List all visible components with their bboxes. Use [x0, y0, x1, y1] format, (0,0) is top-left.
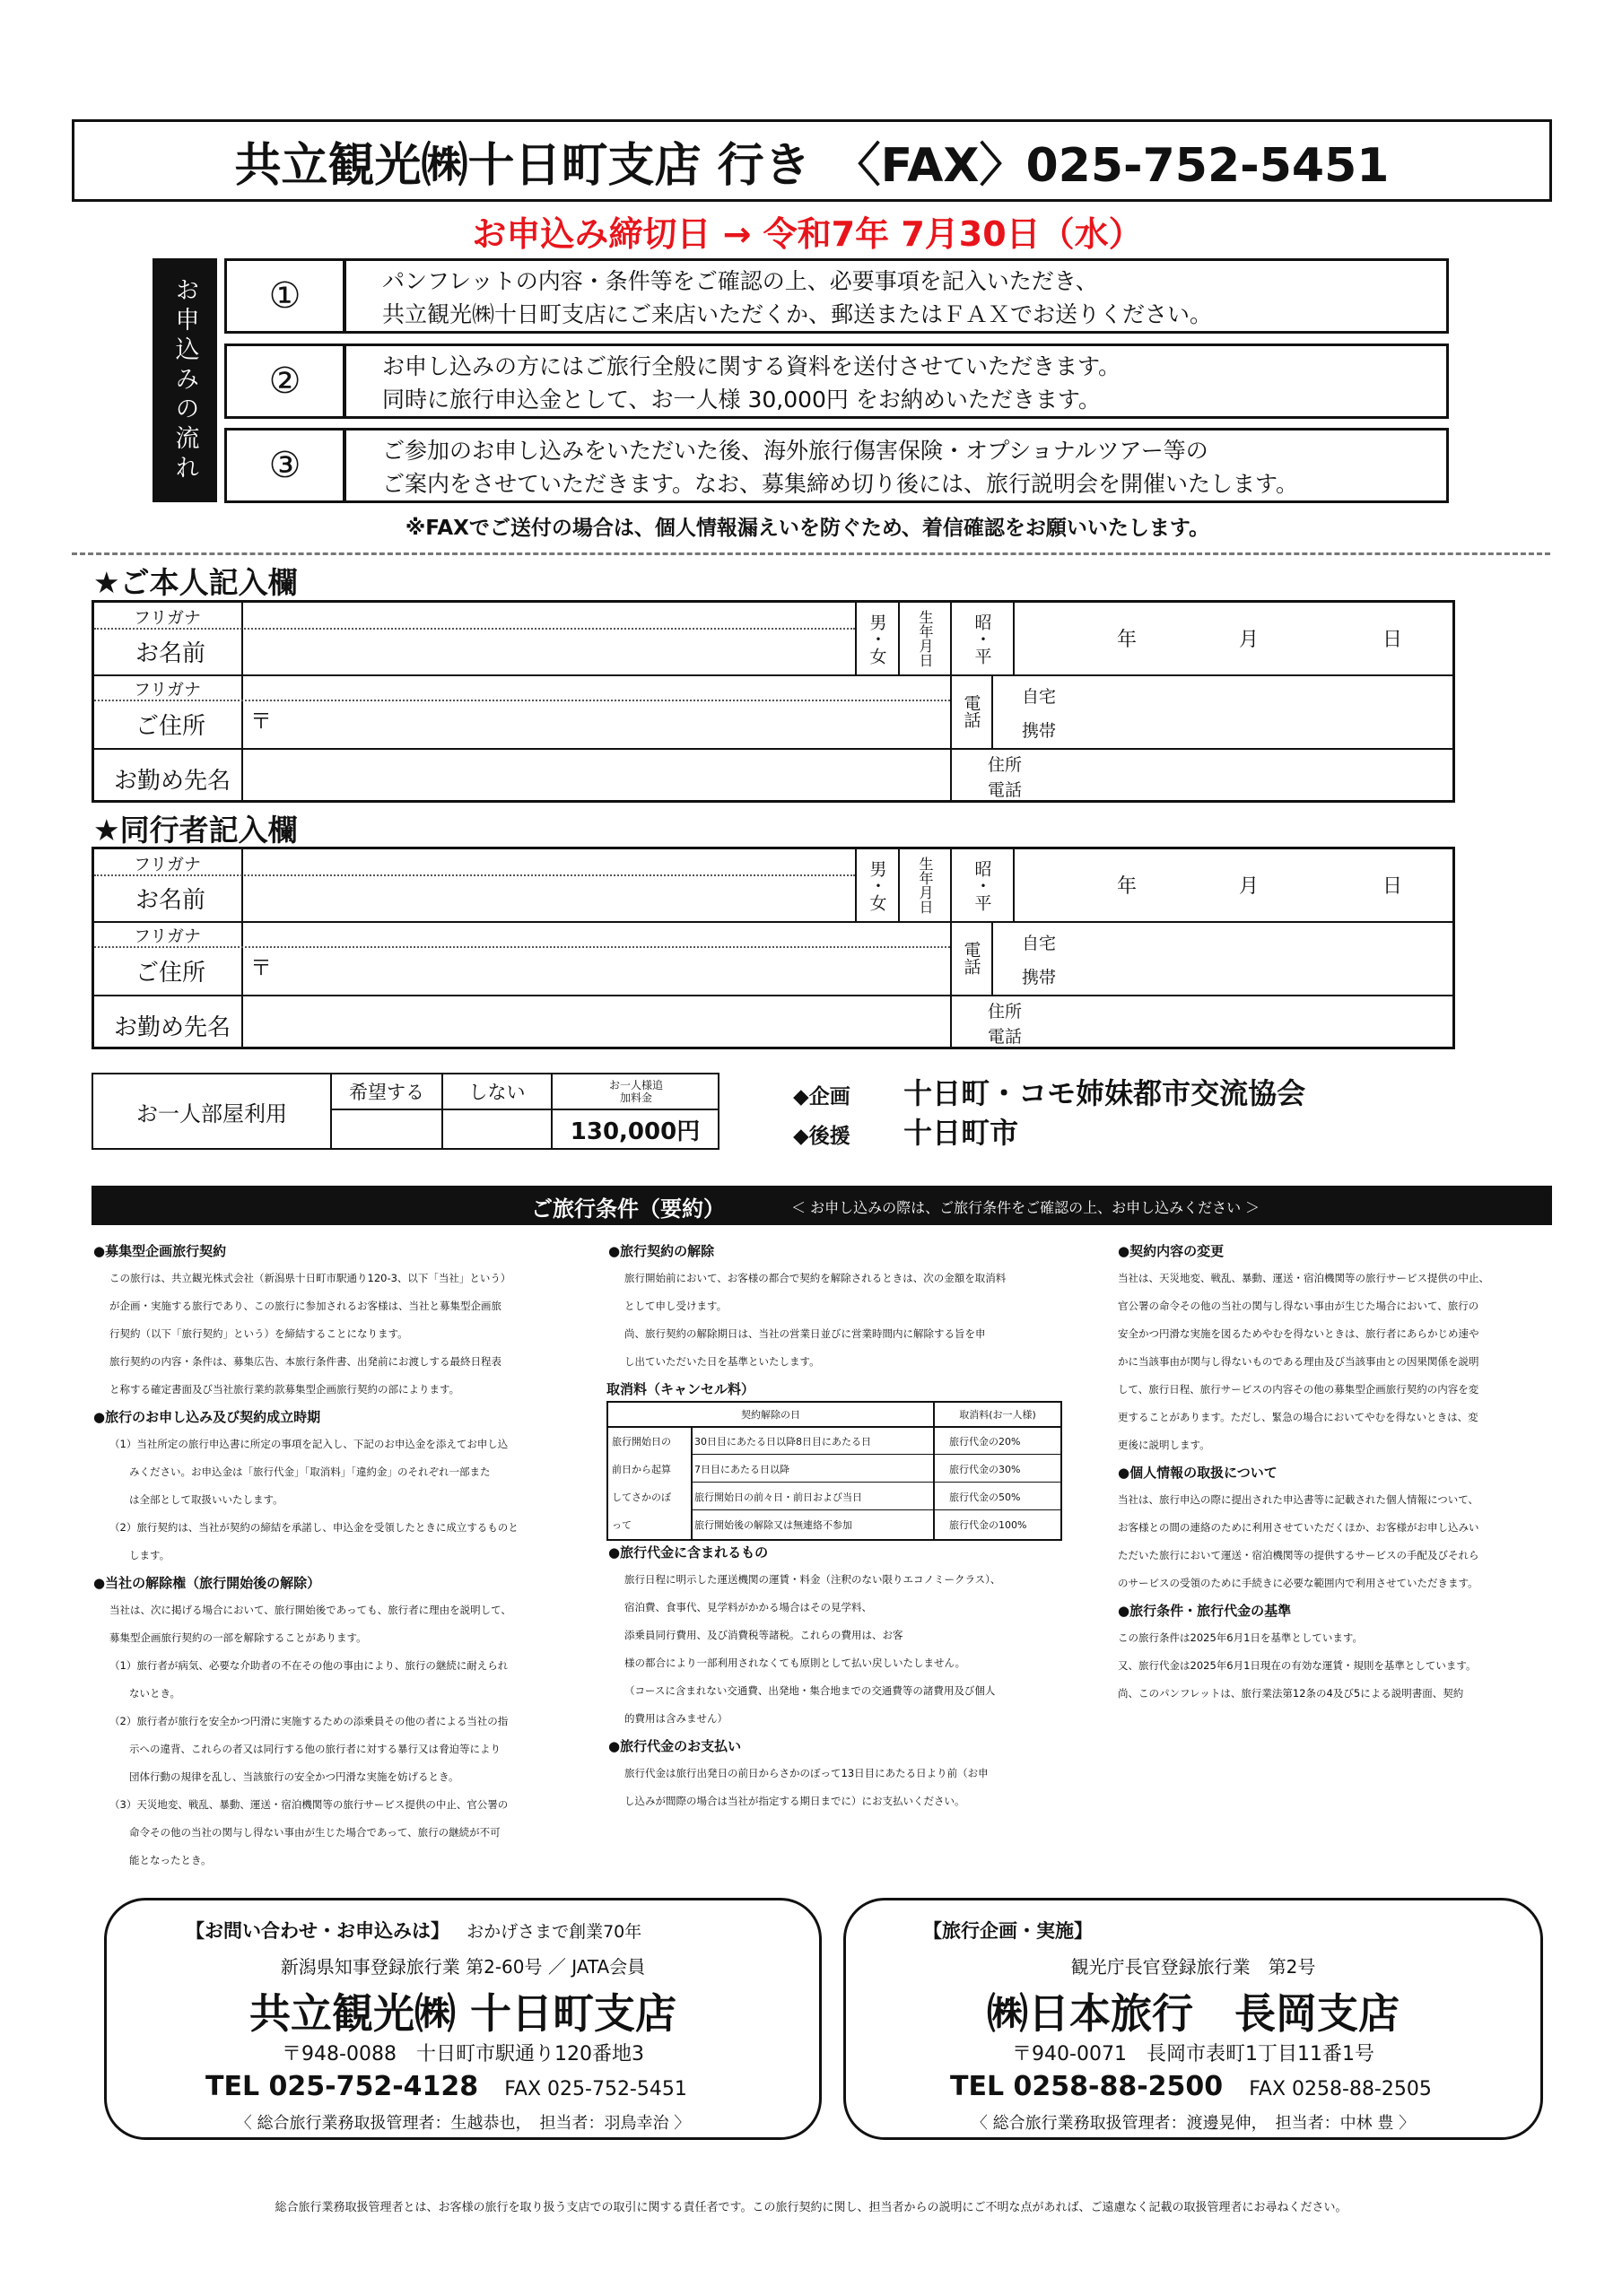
form-title-self: ★ご本人記入欄 — [93, 565, 298, 600]
step-text-1a: パンフレットの内容・条件等をご確認の上、必要事項を記入いただき、 — [382, 268, 1098, 294]
contact-license: 観光庁長官登録旅行業 第2号 — [1070, 1956, 1316, 1978]
work-address-label: 住所 — [988, 1002, 1023, 1022]
workplace-input[interactable] — [243, 996, 948, 1047]
birthdate-input[interactable] — [1015, 849, 1452, 921]
flow-label — [153, 258, 217, 502]
terms-paragraph: 的費用は含みません） — [624, 1712, 728, 1725]
terms-paragraph: 命令その他の当社の関与し得ない事由が生じた場合であって、旅行の継続が不可 — [129, 1826, 501, 1839]
footer-note: 総合旅行業務取扱管理者とは、お客様の旅行を取り扱う支店での取引に関する責任者です。この旅行契約に関し、担当者からの説明にご不明な点があれば、ご遠慮なく記載の取扱管理者にお尋ねください。 — [275, 2201, 1347, 2214]
day-label: 日 — [1382, 875, 1403, 898]
contact-tagline: おかげさまで創業70年 — [467, 1922, 642, 1942]
furigana-label: フリガナ — [134, 608, 202, 628]
separator-line — [72, 552, 1550, 555]
contact-heading: 【お問い合わせ・お申込みは】 — [186, 1920, 449, 1942]
year-label: 年 — [1117, 629, 1138, 651]
contact-address: 〒940-0071 長岡市表町1丁目11番1号 — [1012, 2043, 1374, 2066]
cancel-side-label: 旅行開始日の 前日から起算 してさかのぼ って — [612, 1436, 671, 1531]
terms-paragraph: のサービスの受領のために手続きに必要な範囲内で利用させていただきます。 — [1118, 1577, 1478, 1589]
contact-heading: 【旅行企画・実施】 — [923, 1920, 1093, 1942]
home-label: 自宅 — [1022, 687, 1057, 707]
cancel-head-left: 契約解除の日 — [741, 1409, 800, 1421]
workplace-label: お勤め先名 — [114, 1014, 231, 1041]
terms-paragraph: （1）旅行者が病気、必要な介助者の不在その他の事由により、旅行の継続に耐えられ — [109, 1659, 509, 1672]
step-text-1b: 共立観光㈱十日町支店にご来店いただくか、郵送またはＦＡＸでお送りください。 — [382, 301, 1213, 327]
contact-box-right — [843, 1898, 1543, 2140]
era-label: 昭・平 — [972, 613, 992, 665]
address-label: ご住所 — [135, 713, 206, 740]
want-checkbox[interactable] — [332, 1110, 441, 1148]
terms-paragraph: し出ていただいた日を基準といたします。 — [624, 1355, 820, 1368]
step-number-2: ② — [224, 344, 345, 419]
contact-tel: TEL 025-752-4128 — [205, 2071, 479, 2102]
terms-paragraph: 尚、このパンフレットは、旅行業法第12条の4及び5による説明書面、契約 — [1118, 1687, 1464, 1700]
organizer-support-role: ◆後援 — [793, 1125, 850, 1148]
work-phone-label: 電話 — [988, 780, 1023, 800]
step-text-2a: お申し込みの方にはご旅行全般に関する資料を送付させていただきます。 — [382, 353, 1121, 379]
workplace-label: お勤め先名 — [114, 768, 231, 795]
terms-paragraph: （2）旅行契約は、当社が契約の締結を承諾し、申込金を受領したときに成立するものと — [109, 1521, 519, 1534]
surcharge-value: 130,000円 — [570, 1118, 701, 1145]
era-label: 昭・平 — [972, 859, 992, 911]
single-room-table — [92, 1073, 719, 1150]
step-text-3b: ご案内をさせていただきます。なお、募集締め切り後には、旅行説明会を開催いたします。 — [382, 471, 1299, 497]
postal-mark: 〒 — [250, 709, 272, 734]
form-title-companion: ★同行者記入欄 — [93, 813, 298, 848]
contact-company: 共立観光㈱ 十日町支店 — [249, 1989, 676, 2038]
mobile-label: 携帯 — [1022, 968, 1057, 987]
terms-paragraph: 更後に説明します。 — [1118, 1439, 1210, 1451]
terms-paragraph: この旅行条件は2025年6月1日を基準としています。 — [1118, 1631, 1363, 1644]
birthdate-label: 生年月日 — [917, 857, 934, 914]
postal-mark: 〒 — [250, 955, 272, 980]
single-room-label: お一人部屋利用 — [136, 1100, 287, 1126]
gender-label: 男・女 — [867, 859, 887, 911]
header-title: 共立観光㈱十日町支店 行き 〈FAX〉025-752-5451 — [234, 138, 1390, 193]
gender-select[interactable] — [857, 849, 898, 921]
terms-band — [92, 1186, 1552, 1225]
terms-column-2 — [608, 1238, 1075, 1376]
address-label: ご住所 — [135, 960, 206, 987]
flow-step-3 — [224, 428, 1449, 503]
terms-heading: ●旅行契約の解除 — [608, 1243, 715, 1259]
terms-paragraph: （2）旅行者が旅行を安全かつ円滑に実施するための添乗員その他の者による当社の指 — [109, 1715, 509, 1727]
day-label: 日 — [1382, 629, 1403, 651]
furigana-label-2: フリガナ — [134, 680, 202, 700]
contact-address: 〒948-0088 十日町市駅通り120番地3 — [282, 2043, 644, 2066]
address-input[interactable] — [243, 948, 948, 993]
terms-paragraph: かに当該事由が関与し得ないものである理由及び当該事由との因果関係を説明 — [1118, 1355, 1479, 1368]
terms-paragraph: 団体行動の規律を乱し、当該旅行の安全かつ円滑な実施を妨げるとき。 — [129, 1770, 459, 1783]
work-address-label: 住所 — [988, 755, 1023, 775]
gender-select[interactable] — [857, 603, 898, 674]
no-label: しない — [468, 1082, 526, 1103]
name-input[interactable] — [243, 876, 853, 919]
phone-label: 電話 — [961, 941, 981, 975]
cancel-head-right: 取消料(お一人様) — [959, 1409, 1036, 1421]
name-input[interactable] — [243, 630, 853, 673]
terms-paragraph: 能となったとき。 — [129, 1854, 212, 1866]
terms-paragraph: ないとき。 — [129, 1687, 181, 1700]
month-label: 月 — [1239, 629, 1260, 651]
phone-label: 電話 — [961, 694, 981, 728]
terms-paragraph: 又、旅行代金は2025年6月1日現在の有効な運賃・規則を基準としています。 — [1118, 1659, 1477, 1672]
year-label: 年 — [1117, 875, 1138, 898]
organizer-support-name: 十日町市 — [903, 1116, 1019, 1150]
form-companion — [92, 847, 1455, 1049]
birthdate-input[interactable] — [1015, 603, 1452, 674]
work-phone-label: 電話 — [988, 1027, 1023, 1047]
terms-paragraph: この旅行は、共立観光株式会社（新潟県十日町市駅通り120-3、以下「当社」という） — [109, 1272, 511, 1284]
terms-paragraph: と称する確定書面及び当社旅行業約款募集型企画旅行契約の部によります。 — [109, 1383, 460, 1396]
terms-heading: ●旅行のお申し込み及び契約成立時期 — [93, 1409, 321, 1425]
terms-column-2b — [608, 1539, 1075, 1815]
terms-paragraph: 募集型企画旅行契約の一部を解除することがあります。 — [109, 1631, 367, 1644]
era-select[interactable] — [952, 603, 1013, 674]
terms-paragraph: 示への違背、これらの者又は同行する他の旅行者に対する暴行又は脅迫等により — [129, 1743, 501, 1755]
work-contact-input[interactable] — [952, 750, 1452, 800]
terms-paragraph: 宿泊費、食事代、見学料がかかる場合はその見学料、 — [624, 1601, 872, 1613]
terms-paragraph: して、旅行日程、旅行サービスの内容その他の募集型企画旅行契約の内容を変 — [1118, 1383, 1479, 1396]
cancel-row: 30日目にあたる日以降8日目にあたる日 旅行代金の20% 7日目にあたる日以降 旅行代金の30% 旅行開始日の前々日・前日および当日 旅行代金の50% 旅行開始後の解除又は無連絡不参加 旅行代金の100% — [694, 1436, 1027, 1531]
terms-heading: ●旅行代金のお支払い — [608, 1738, 742, 1754]
terms-paragraph: します。 — [129, 1549, 170, 1561]
surcharge-label: お一人様追加料金 — [608, 1079, 663, 1104]
terms-paragraph: 旅行契約の内容・条件は、募集広告、本旅行条件書、出発前にお渡しする最終日程表 — [109, 1355, 501, 1368]
contact-tel: TEL 0258-88-2500 — [950, 2071, 1224, 2102]
phone-input[interactable] — [993, 674, 1452, 748]
contact-fax: FAX 0258-88-2505 — [1249, 2078, 1432, 2100]
terms-paragraph: 添乗員同行費用、及び消費税等諸税。これらの費用は、お客 — [624, 1629, 903, 1641]
step-text-box-3 — [344, 428, 1449, 503]
flow-step-1 — [224, 258, 1449, 334]
terms-paragraph: 当社は、旅行申込の際に提出された申込書等に記載された個人情報について、 — [1118, 1493, 1479, 1506]
contact-box-left — [104, 1898, 822, 2140]
furigana-label: フリガナ — [134, 855, 202, 874]
gender-label: 男・女 — [867, 613, 887, 665]
home-label: 自宅 — [1022, 934, 1057, 953]
terms-paragraph: （1）当社所定の旅行申込書に所定の事項を記入し、下記のお申込金を添えてお申し込 — [109, 1438, 509, 1450]
flow-step-2 — [224, 344, 1449, 419]
deadline: お申込み締切日 → 令和7年 7月30日（水） — [472, 213, 1143, 254]
no-checkbox[interactable] — [443, 1110, 551, 1148]
step-number-3: ③ — [224, 428, 345, 503]
terms-paragraph: みください。お申込金は「旅行代金」「取消料」「違約金」のそれぞれ一部また — [129, 1465, 491, 1478]
mobile-label: 携帯 — [1022, 721, 1057, 741]
name-label: お名前 — [135, 887, 206, 914]
terms-heading: ●旅行代金に含まれるもの — [608, 1544, 769, 1561]
month-label: 月 — [1239, 875, 1260, 898]
contact-fax: FAX 025-752-5451 — [504, 2078, 687, 2100]
organizer-planning-name: 十日町・コモ姉妹都市交流協会 — [903, 1076, 1306, 1110]
name-label: お名前 — [135, 640, 206, 667]
fax-note: ※FAXでご送付の場合は、個人情報漏えいを防ぐため、着信確認をお願いいたします。 — [405, 516, 1210, 540]
step-text-2b: 同時に旅行申込金として、お一人様 30,000円 をお納めいただきます。 — [382, 387, 1101, 413]
terms-paragraph: 当社は、天災地変、戦乱、暴動、運送・宿泊機関等の旅行サービス提供の中止、 — [1118, 1272, 1489, 1284]
terms-paragraph: 旅行代金は旅行出発日の前日からさかのぼって13日目にあたる日より前（お申 — [624, 1767, 989, 1779]
terms-paragraph: として申し受けます。 — [624, 1300, 728, 1312]
want-label: 希望する — [349, 1082, 424, 1103]
terms-paragraph: 当社は、次に掲げる場合において、旅行開始後であっても、旅行者に理由を説明して、 — [109, 1604, 511, 1616]
phone-input[interactable] — [993, 921, 1452, 995]
address-input[interactable] — [243, 701, 948, 746]
era-select[interactable] — [952, 849, 1013, 921]
terms-paragraph: は全部として取扱いいたします。 — [129, 1493, 283, 1506]
step-text-3a: ご参加のお申し込みをいただいた後、海外旅行傷害保険・オプショナルツアー等の — [382, 438, 1208, 464]
terms-column-3 — [1118, 1238, 1548, 1708]
terms-paragraph: お客様との間の連絡のために利用させていただくほか、お客様がお申し込みい — [1118, 1521, 1479, 1534]
terms-paragraph: 尚、旅行契約の解除期日は、当社の営業日並びに営業時間内に解除する旨を申 — [624, 1327, 986, 1340]
cancel-table-title: 取消料（キャンセル料） — [606, 1381, 755, 1397]
step-text-box-2 — [344, 344, 1449, 419]
header-box — [72, 119, 1552, 202]
cancel-fee-table — [606, 1378, 1073, 1541]
terms-paragraph: 官公署の命令その他の当社の関与し得ない事由が生じた場合において、旅行の — [1118, 1300, 1479, 1312]
work-contact-input[interactable] — [952, 996, 1452, 1047]
step-number-1: ① — [224, 258, 345, 334]
terms-paragraph: 旅行開始前において、お客様の都合で契約を解除されるときは、次の金額を取消料 — [624, 1272, 1007, 1284]
step-text-box-1 — [344, 258, 1449, 334]
terms-paragraph: ただいた旅行において運送・宿泊機関等の提供するサービスの手配及びそれら — [1118, 1549, 1479, 1561]
contact-company: ㈱日本旅行 長岡支店 — [987, 1989, 1400, 2038]
terms-heading: ●契約内容の変更 — [1118, 1243, 1225, 1259]
terms-subtitle: ＜ お申し込みの際は、ご旅行条件をご確認の上、お申し込みください ＞ — [791, 1199, 1260, 1216]
terms-paragraph: し込みが間際の場合は当社が指定する期日までに）にお支払いください。 — [624, 1795, 965, 1807]
terms-heading: ●旅行条件・旅行代金の基準 — [1118, 1603, 1292, 1619]
terms-paragraph: 様の都合により一部利用されなくても原則として払い戻しいたしません。 — [624, 1657, 966, 1669]
organizer-planning — [793, 1071, 1305, 1112]
birthdate-label: 生年月日 — [917, 610, 934, 667]
contact-manager: 〈 総合旅行業務取扱管理者：渡邊晃伸， 担当者：中林 豊 〉 — [971, 2114, 1416, 2133]
terms-column-1 — [93, 1238, 560, 1874]
terms-paragraph: 安全かつ円滑な実施を図るためやむを得ないときは、旅行者にあらかじめ速や — [1118, 1327, 1479, 1340]
workplace-input[interactable] — [243, 750, 948, 800]
contact-license: 新潟県知事登録旅行業 第2-60号 ／ JATA会員 — [280, 1956, 646, 1978]
terms-heading: ●個人情報の取扱について — [1118, 1465, 1278, 1481]
terms-title: ご旅行条件（要約） — [531, 1196, 725, 1222]
terms-paragraph: （3）天災地変、戦乱、暴動、運送・宿泊機関等の旅行サービス提供の中止、官公署の — [109, 1798, 509, 1811]
terms-paragraph: 行契約（以下「旅行契約」という）を締結することになります。 — [109, 1327, 408, 1340]
terms-paragraph: 更することがあります。ただし、緊急の場合においてやむを得ないときは、変 — [1118, 1411, 1478, 1423]
organizer-planning-role: ◆企画 — [793, 1085, 850, 1109]
contact-manager: 〈 総合旅行業務取扱管理者：生越恭也， 担当者：羽鳥幸治 〉 — [235, 2114, 691, 2133]
furigana-label-2: フリガナ — [134, 926, 202, 946]
organizer-support — [793, 1110, 1018, 1152]
terms-heading: ●募集型企画旅行契約 — [93, 1243, 227, 1259]
flow-label-text: お申込みの流れ — [170, 276, 199, 484]
terms-heading: ●当社の解除権（旅行開始後の解除） — [93, 1575, 321, 1591]
terms-paragraph: （コースに含まれない交通費、出発地・集合地までの交通費等の諸費用及び個人 — [624, 1684, 996, 1697]
form-self — [92, 600, 1455, 803]
terms-paragraph: が企画・実施する旅行であり、この旅行に参加されるお客様は、当社と募集型企画旅 — [109, 1300, 501, 1312]
terms-paragraph: 旅行日程に明示した運送機関の運賃・料金（注釈のない限りエコノミークラス）、 — [624, 1573, 1001, 1586]
